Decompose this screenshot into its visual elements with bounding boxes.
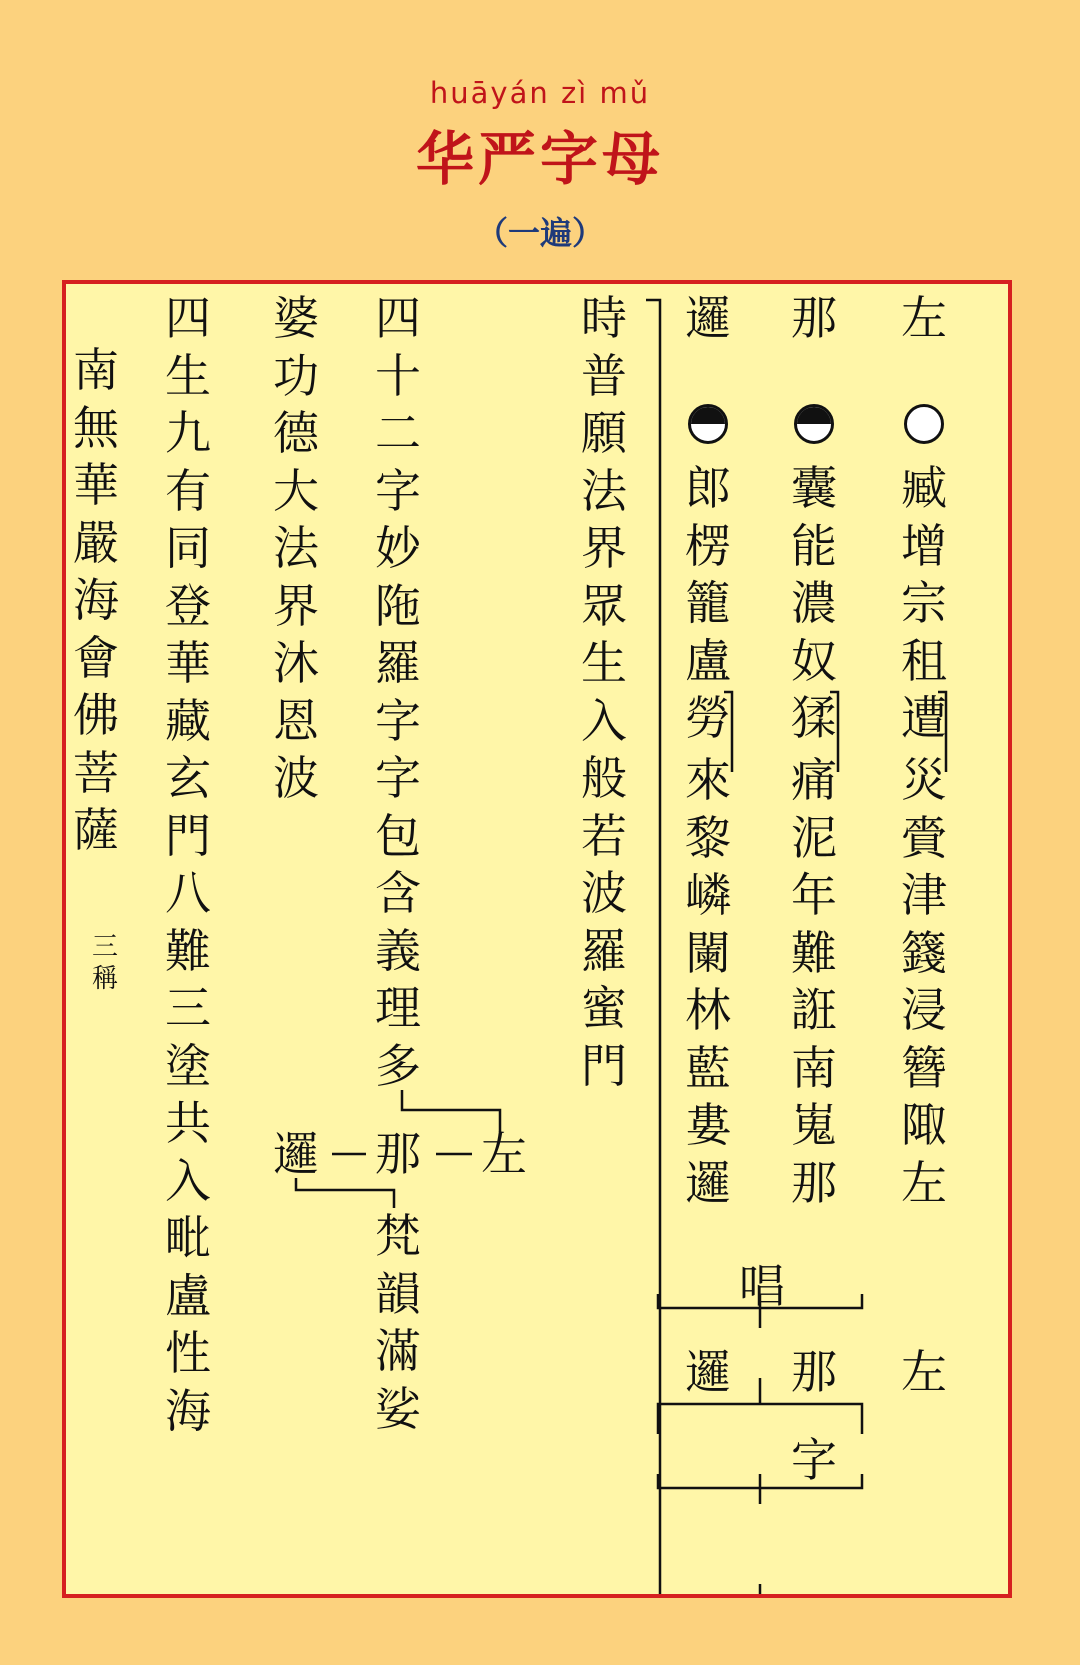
glyph: 界 — [273, 578, 319, 633]
glyph: 四 — [165, 291, 211, 345]
glyph: 猱 — [791, 691, 837, 745]
glyph: 左 — [901, 1155, 947, 1210]
glyph: 羅 — [581, 923, 627, 978]
glyph: 功 — [273, 348, 319, 403]
glyph: 嶙 — [685, 868, 731, 922]
glyph: 那 — [791, 1155, 837, 1210]
glyph: 理 — [375, 981, 421, 1035]
glyph: 囊 — [791, 461, 837, 515]
glyph: 宗 — [901, 576, 947, 630]
glyph: 濃 — [791, 576, 837, 630]
glyph: 毗 — [165, 1211, 211, 1265]
glyph: 有 — [165, 463, 211, 518]
glyph: 嵬 — [791, 1098, 837, 1152]
glyph: 海 — [165, 1383, 211, 1438]
glyph: 韻 — [375, 1266, 421, 1321]
glyph: 入 — [165, 1153, 211, 1208]
pinyin-title: huāyán zì mǔ — [429, 76, 651, 110]
glyph: 邏 — [685, 1155, 731, 1210]
glyph: 簪 — [901, 1040, 947, 1095]
glyph: 若 — [581, 808, 627, 863]
glyph: 藏 — [165, 693, 211, 748]
glyph: 二 — [375, 406, 421, 460]
glyph: 門 — [581, 1038, 627, 1093]
glyph: 籠 — [685, 576, 731, 630]
column-head: 那 — [791, 291, 837, 345]
glyph: 賫 — [901, 810, 947, 865]
glyph: 義 — [375, 923, 421, 978]
glyph: 難 — [165, 923, 211, 978]
column-head: 左 — [901, 291, 947, 345]
glyph: 入 — [581, 693, 627, 748]
glyph: 滿 — [375, 1324, 421, 1378]
glyph: 南 — [73, 343, 119, 397]
glyph: 波 — [273, 751, 319, 805]
glyph: 薩 — [73, 803, 119, 857]
glyph: 菩 — [73, 745, 119, 800]
glyph: 楞 — [685, 518, 731, 573]
glyph: 多 — [375, 1038, 421, 1093]
glyph: 羅 — [375, 636, 421, 690]
glyph: 門 — [165, 808, 211, 863]
glyph: 來 — [685, 753, 731, 807]
glyph: 性 — [165, 1326, 211, 1380]
glyph: 十 — [375, 348, 421, 403]
glyph: 增 — [901, 518, 947, 573]
glyph: 泥 — [791, 810, 837, 865]
glyph: 字 — [375, 693, 421, 748]
note-glyph: 三 — [91, 932, 118, 962]
glyph: 盧 — [685, 633, 731, 688]
glyph: 普 — [581, 348, 627, 403]
open-circle-icon — [904, 404, 944, 444]
glyph: 三 — [165, 981, 211, 1035]
glyph: 嚴 — [73, 515, 119, 570]
glyph: 般 — [581, 751, 627, 805]
glyph: 八 — [165, 866, 211, 920]
glyph: 四 — [375, 291, 421, 345]
glyph: 塗 — [165, 1038, 211, 1093]
glyph: 華 — [165, 636, 211, 690]
glyph: 包 — [375, 808, 421, 863]
glyph: 闌 — [685, 925, 731, 980]
half-filled-circle-icon — [688, 404, 728, 444]
glyph: 同 — [165, 521, 211, 575]
page-title: 华严字母 — [415, 125, 664, 193]
glyph: 界 — [581, 521, 627, 575]
glyph: 眾 — [581, 578, 627, 633]
page-subtitle: （一遍） — [475, 214, 604, 252]
glyph: 年 — [791, 868, 837, 922]
glyph: 陬 — [901, 1098, 947, 1152]
half-filled-circle-icon — [794, 404, 834, 444]
glyph: 法 — [581, 463, 627, 518]
glyph: 生 — [581, 636, 627, 690]
glyph: 含 — [375, 866, 421, 920]
glyph: 九 — [165, 406, 211, 460]
glyph: 生 — [165, 348, 211, 403]
glyph: 佛 — [73, 688, 119, 742]
glyph: 盧 — [165, 1268, 211, 1323]
chant-panel: 左 臧 增 宗 租 遭 災 賫 津 籛 浸 簪 陬 左 那 囊 能 濃 奴 猱 痛 泥 年 難 誑 南 嵬 那 邏 郎 楞 籠 盧 勞 來 黎 嶙 闌 林 藍 婁 邏 唱 左 那 邏 字 時 普 願 法 界 眾 生 入 般 若 波 羅 蜜 門 四 十 二 字 妙 陁 羅 字 字 包 含 義 理 多 婆 功 德 大 法 界 沐 恩 波 四 生 九 有 同 登 華 藏 玄 門 八 難 三 塗 共 入 毗 盧 性 海 南 無 華 嚴 海 會 佛 菩 薩 三 稱 左 那 邏 梵 韻 滿 娑 — [62, 280, 1012, 1598]
glyph: 藍 — [685, 1040, 731, 1095]
glyph: 梵 — [375, 1209, 421, 1263]
glyph: 遭 — [901, 691, 947, 745]
glyph: 海 — [73, 573, 119, 627]
glyph: 林 — [685, 983, 731, 1037]
glyph: 難 — [791, 925, 837, 980]
glyph: 字 — [375, 463, 421, 518]
glyph: 婆 — [273, 291, 319, 345]
glyph: 大 — [273, 463, 319, 518]
glyph: 無 — [73, 400, 119, 455]
glyph: 能 — [791, 518, 837, 573]
glyph: 津 — [901, 868, 947, 922]
glyph: 蜜 — [581, 981, 627, 1035]
glyph: 字 — [375, 751, 421, 805]
glyph: 法 — [273, 521, 319, 575]
glyph: 勞 — [685, 691, 731, 745]
glyph: 時 — [581, 291, 627, 345]
glyph: 玄 — [165, 751, 211, 805]
glyph: 妙 — [375, 521, 421, 575]
glyph: 租 — [901, 633, 947, 688]
note-glyph: 稱 — [91, 964, 118, 994]
glyph: 德 — [273, 406, 319, 460]
glyph: 誑 — [791, 983, 837, 1037]
glyph: 郎 — [685, 461, 731, 515]
glyph: 籛 — [901, 925, 947, 980]
glyph: 波 — [581, 866, 627, 920]
column-head: 邏 — [685, 291, 731, 345]
glyph: 臧 — [901, 461, 947, 515]
glyph: 南 — [791, 1040, 837, 1095]
glyph: 奴 — [791, 633, 837, 688]
glyph: 婁 — [685, 1098, 731, 1152]
glyph: 華 — [73, 458, 119, 512]
glyph: 娑 — [375, 1381, 421, 1436]
glyph: 陁 — [375, 578, 421, 633]
glyph: 沐 — [273, 636, 319, 690]
glyph: 痛 — [791, 753, 837, 807]
glyph: 黎 — [685, 810, 731, 865]
glyph: 共 — [165, 1096, 211, 1150]
glyph: 災 — [901, 753, 947, 807]
glyph: 浸 — [901, 983, 947, 1037]
glyph: 願 — [581, 406, 627, 460]
glyph: 會 — [73, 630, 119, 685]
glyph: 登 — [165, 578, 211, 633]
glyph: 恩 — [273, 693, 319, 748]
